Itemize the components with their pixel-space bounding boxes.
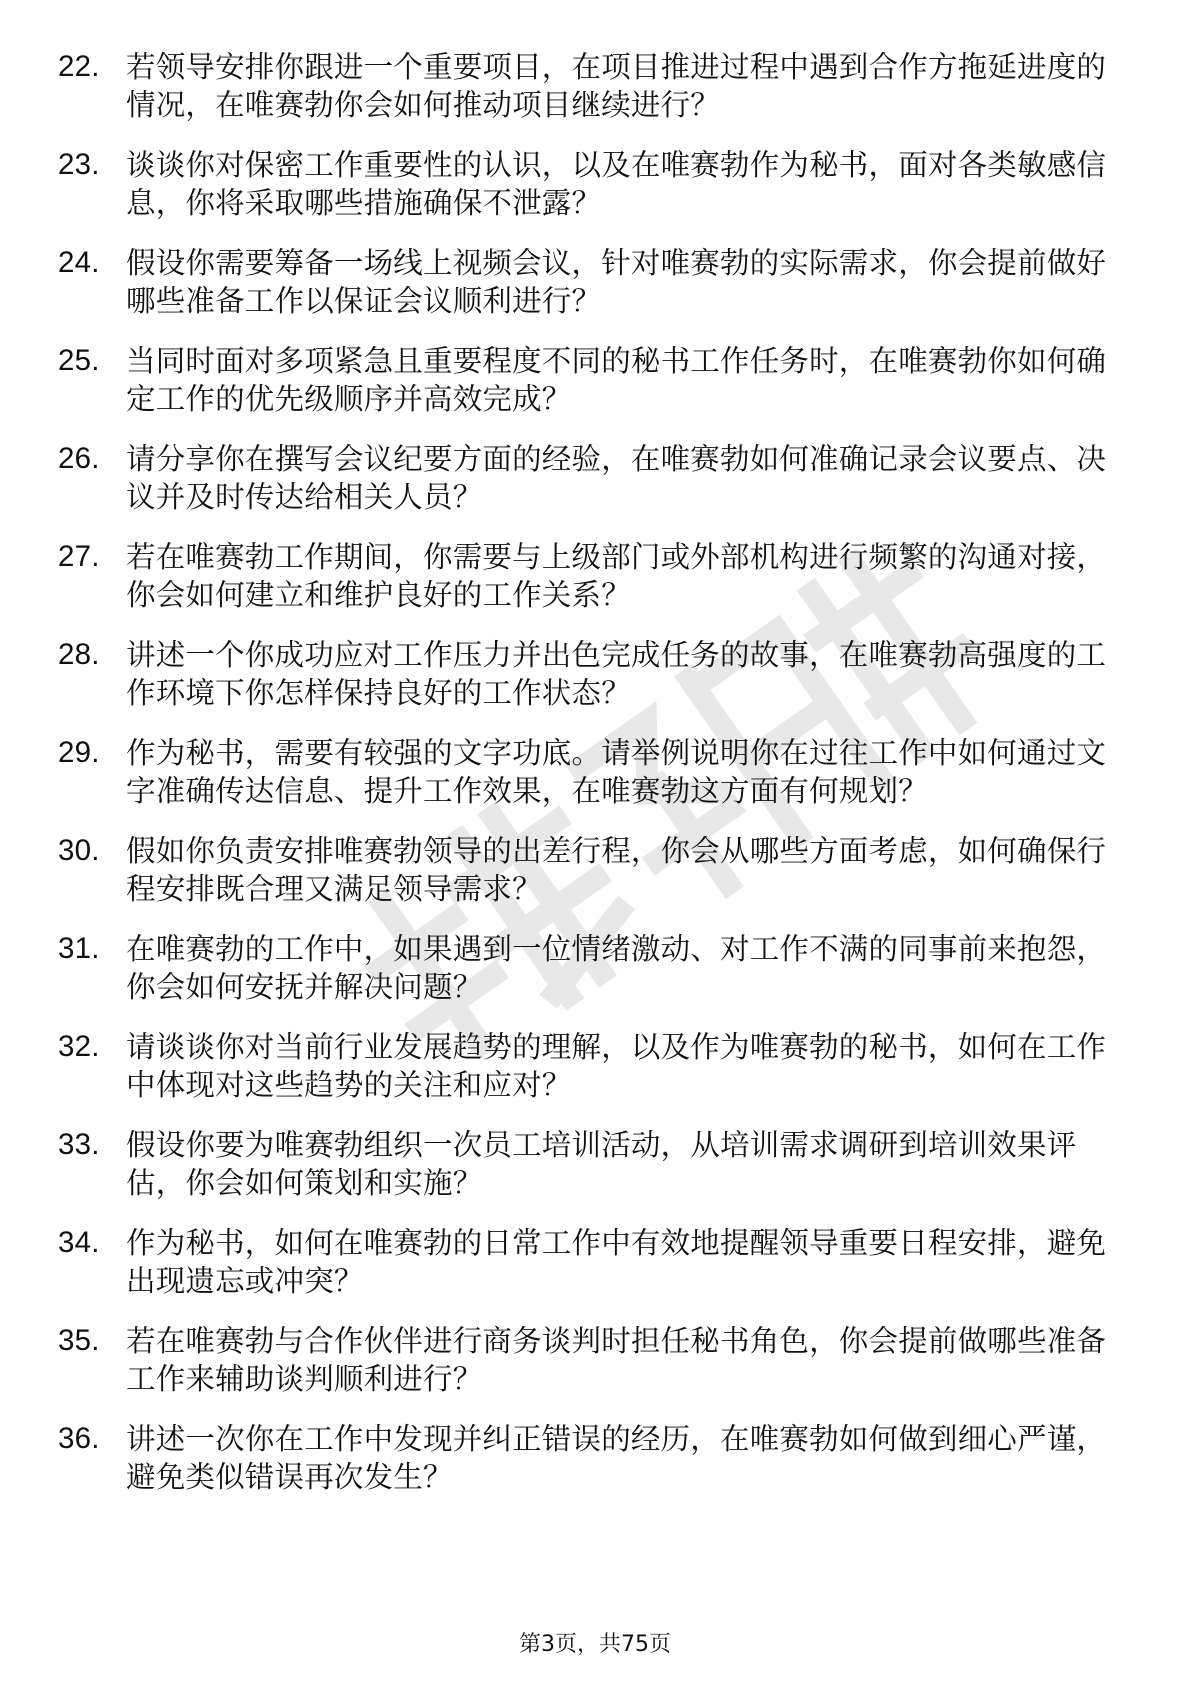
question-text: 若在唯赛勃与合作伙伴进行商务谈判时担任秘书角色，你会提前做哪些准备工作来辅助谈判顺利进行？ [126, 1324, 1107, 1396]
question-number: 24. [58, 246, 100, 279]
question-item [58, 1224, 1118, 1300]
question-text: 若领导安排你跟进一个重要项目，在项目推进过程中遇到合作方拖延进度的情况，在唯赛勃你会如何推动项目继续进行？ [126, 50, 1107, 122]
question-item [58, 930, 1118, 1006]
question-text: 在唯赛勃的工作中，如果遇到一位情绪激动、对工作不满的同事前来抱怨，你会如何安抚并解决问题？ [126, 932, 1107, 1004]
question-number: 36. [58, 1422, 100, 1455]
question-number: 30. [58, 834, 100, 867]
question-number: 26. [58, 442, 100, 475]
question-number: 28. [58, 638, 100, 671]
question-text: 谈谈你对保密工作重要性的认识，以及在唯赛勃作为秘书，面对各类敏感信息，你将采取哪些措施确保不泄露？ [126, 148, 1107, 220]
question-item [58, 48, 1118, 124]
question-text: 若在唯赛勃工作期间，你需要与上级部门或外部机构进行频繁的沟通对接，你会如何建立和维护良好的工作关系？ [126, 540, 1107, 612]
question-text: 假如你负责安排唯赛勃领导的出差行程，你会从哪些方面考虑，如何确保行程安排既合理又满足领导需求？ [126, 834, 1107, 906]
question-number: 29. [58, 736, 100, 769]
question-number: 32. [58, 1030, 100, 1063]
question-item [58, 146, 1118, 222]
question-item [58, 1028, 1118, 1104]
question-number: 22. [58, 50, 100, 83]
question-number: 25. [58, 344, 100, 377]
question-text: 请谈谈你对当前行业发展趋势的理解，以及作为唯赛勃的秘书，如何在工作中体现对这些趋势的关注和应对？ [126, 1030, 1107, 1102]
page-number-footer: 第3页，共75页 [519, 1632, 671, 1657]
question-item [58, 1126, 1118, 1202]
question-item [58, 832, 1118, 908]
question-number: 31. [58, 932, 100, 965]
question-text: 请分享你在撰写会议纪要方面的经验，在唯赛勃如何准确记录会议要点、决议并及时传达给相关人员？ [126, 442, 1107, 514]
question-text: 作为秘书，如何在唯赛勃的日常工作中有效地提醒领导重要日程安排，避免出现遗忘或冲突？ [126, 1226, 1107, 1298]
question-number: 23. [58, 148, 100, 181]
question-item [58, 440, 1118, 516]
question-number: 35. [58, 1324, 100, 1357]
question-text: 假设你要为唯赛勃组织一次员工培训活动，从培训需求调研到培训效果评估，你会如何策划和实施？ [126, 1128, 1077, 1200]
question-item [58, 636, 1118, 712]
question-item [58, 538, 1118, 614]
question-number: 34. [58, 1226, 100, 1259]
question-item [58, 244, 1118, 320]
question-item [58, 734, 1118, 810]
question-text: 作为秘书，需要有较强的文字功底。请举例说明你在过往工作中如何通过文字准确传达信息、提升工作效果，在唯赛勃这方面有何规划？ [126, 736, 1107, 808]
question-number: 27. [58, 540, 100, 573]
question-text: 讲述一次你在工作中发现并纠正错误的经历，在唯赛勃如何做到细心严谨，避免类似错误再次发生？ [126, 1422, 1107, 1494]
question-number: 33. [58, 1128, 100, 1161]
question-text: 讲述一个你成功应对工作压力并出色完成任务的故事，在唯赛勃高强度的工作环境下你怎样保持良好的工作状态？ [126, 638, 1107, 710]
question-item [58, 1420, 1118, 1496]
question-text: 当同时面对多项紧急且重要程度不同的秘书工作任务时，在唯赛勃你如何确定工作的优先级顺序并高效完成？ [126, 344, 1107, 416]
question-item [58, 342, 1118, 418]
question-item [58, 1322, 1118, 1398]
question-text: 假设你需要筹备一场线上视频会议，针对唯赛勃的实际需求，你会提前做好哪些准备工作以保证会议顺利进行？ [126, 246, 1107, 318]
question-list [58, 48, 1118, 1518]
